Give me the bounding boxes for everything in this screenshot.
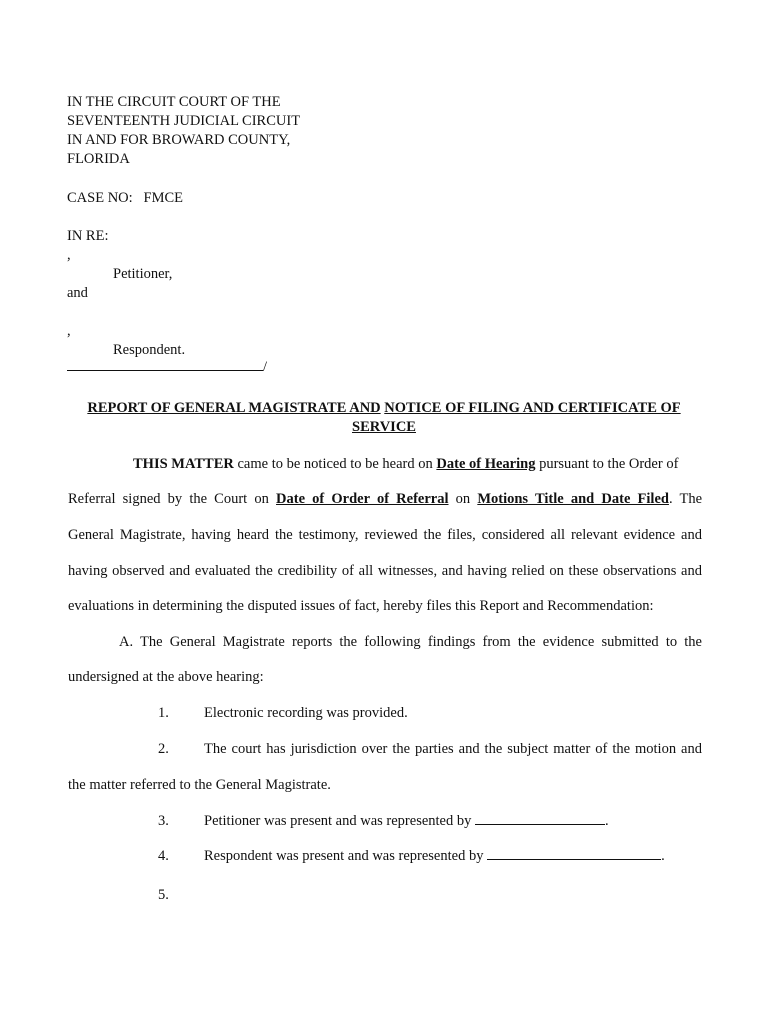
motions-title-field: Motions Title and Date Filed: [477, 491, 669, 507]
respondent-label: Respondent.: [113, 342, 186, 358]
court-line-1: IN THE CIRCUIT COURT OF THE: [67, 94, 281, 110]
finding-2-continued: the matter referred to the General Magistrate.: [68, 777, 331, 793]
body-line-4: having observed and evaluated the credibility of all witnesses, and having relied on these observations and: [68, 563, 702, 579]
in-re-label: IN RE:: [67, 228, 109, 244]
respondent-name-placeholder: ,: [67, 323, 71, 339]
body-line-5: evaluations in determining the disputed issues of fact, hereby files this Report and Recommendation:: [68, 598, 654, 614]
document-title: [66, 399, 702, 437]
finding-5-number: 5.: [158, 887, 169, 903]
finding-1-number: 1.: [158, 705, 169, 721]
and-label: and: [67, 285, 88, 301]
case-number: CASE NO: FMCE: [67, 190, 184, 206]
petitioner-label: Petitioner,: [113, 266, 173, 282]
body-line-2: Referral signed by the Court on Date of Order of Referral on Motions Title and Date Filed. The: [68, 491, 703, 507]
section-a-continued: undersigned at the above hearing:: [68, 669, 264, 685]
petitioner-name-placeholder: ,: [67, 247, 71, 263]
respondent-counsel-blank: [487, 859, 661, 860]
caption-rule: /: [67, 359, 267, 376]
petitioner-counsel-blank: [475, 824, 605, 825]
body-line-1: THIS MATTER came to be noticed to be heard on Date of Hearing pursuant to the Order of: [133, 456, 679, 472]
title-part-2: NOTICE OF FILING AND CERTIFICATE OF SERVICE: [352, 400, 681, 435]
court-line-4: FLORIDA: [67, 151, 130, 167]
court-line-2: SEVENTEENTH JUDICIAL CIRCUIT: [67, 113, 301, 129]
this-matter: THIS MATTER: [133, 456, 234, 472]
title-part-1: REPORT OF GENERAL MAGISTRATE AND: [87, 400, 381, 416]
section-a-line: A. The General Magistrate reports the following findings from the evidence submitted to the: [119, 634, 702, 650]
finding-4-text: Respondent was present and was represented by .: [204, 848, 665, 864]
finding-3-text: Petitioner was present and was represented by .: [204, 813, 609, 829]
finding-1-text: Electronic recording was provided.: [204, 705, 408, 721]
date-of-hearing-field: Date of Hearing: [436, 456, 536, 472]
finding-2-text: The court has jurisdiction over the parties and the subject matter of the motion and: [204, 741, 702, 757]
body-line-3: General Magistrate, having heard the testimony, reviewed the files, considered all relevant evidence and: [68, 527, 702, 543]
finding-3-number: 3.: [158, 813, 169, 829]
finding-4-number: 4.: [158, 848, 169, 864]
court-line-3: IN AND FOR BROWARD COUNTY,: [67, 132, 291, 148]
date-of-order-field: Date of Order of Referral: [276, 491, 449, 507]
finding-2-number: 2.: [158, 741, 169, 757]
